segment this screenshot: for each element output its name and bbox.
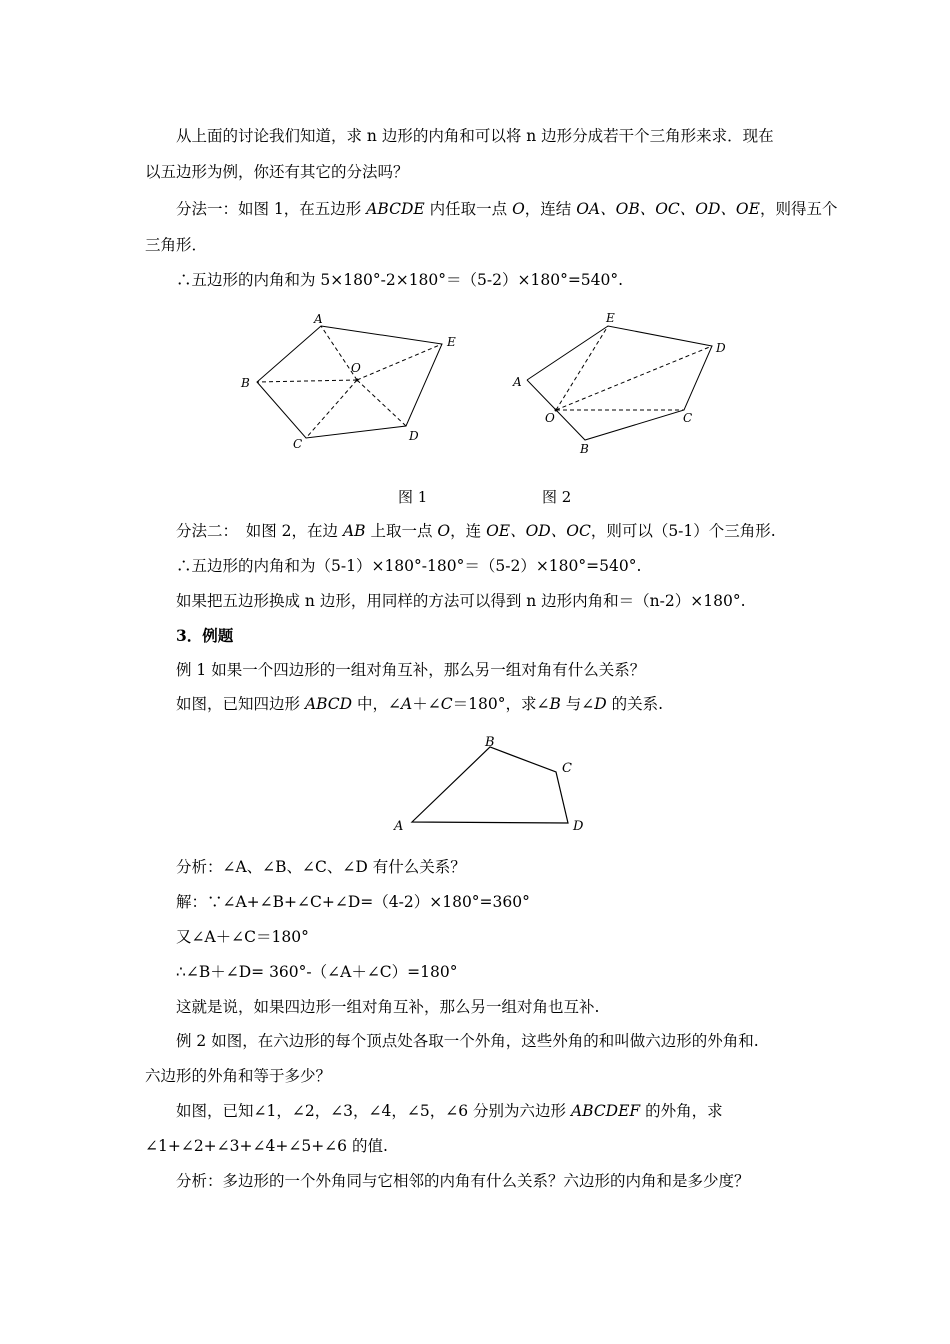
method1-point: O	[512, 200, 525, 218]
example2-given	[176, 1101, 723, 1121]
method2-general: 如果把五边形换成 n 边形，用同样的方法可以得到 n 边形内角和＝（n-2）×180°.	[176, 592, 746, 610]
example1-given-d: D	[594, 695, 607, 713]
example1-given-plus: ＋∠	[412, 695, 441, 713]
section-3-title: 3．例题	[176, 626, 234, 645]
fig2-label-d: D	[716, 341, 726, 355]
quad-label-c: C	[562, 761, 572, 776]
quad-label-b: B	[485, 735, 495, 750]
example1-given	[176, 694, 663, 714]
fig2-label-o: O	[545, 411, 555, 425]
fig1-segment-od	[357, 380, 406, 426]
fig1-segment-oe	[357, 344, 442, 380]
method1-mid: 内任取一点	[424, 200, 513, 218]
fig2-label-a: A	[513, 375, 522, 389]
fig1-segment-ob	[257, 380, 357, 382]
method1-segments: OA、OB、OC、OD、OE	[576, 200, 760, 218]
example2-given-prefix: 如图，已知∠1，∠2，∠3，∠4，∠5，∠6 分别为六边形	[176, 1102, 571, 1120]
method2-prefix: 分法二： 如图 2，在边	[176, 522, 343, 540]
method1-poly: ABCDE	[366, 200, 425, 218]
example1-given-end: 的关系.	[606, 695, 664, 713]
example2-given-poly: ABCDEF	[570, 1102, 641, 1120]
example1-given-prefix: 如图，已知四边形	[176, 695, 305, 713]
figure-2-pentagon	[510, 310, 750, 460]
example2-given-line-2: ∠1+∠2+∠3+∠4+∠5+∠6 的值.	[145, 1137, 388, 1155]
fig1-label-d: D	[409, 429, 419, 443]
example2-line-1: 例 2 如图，在六边形的每个顶点处各取一个外角，这些外角的和叫做六边形的外角和.	[176, 1032, 759, 1050]
example1-given-eq: ＝180°，求∠	[452, 695, 550, 713]
fig1-label-a: A	[314, 312, 323, 326]
figure-1-pentagon	[235, 310, 475, 460]
figure-quadrilateral-abcd	[390, 730, 610, 840]
method1-mid2: ，连结	[524, 200, 577, 218]
example1-analysis: 分析：∠A、∠B、∠C、∠D 有什么关系？	[176, 858, 466, 876]
fig1-label-o: O	[351, 361, 361, 375]
fig1-label-b: B	[241, 376, 250, 390]
method2-mid: 上取一点	[365, 522, 438, 540]
example2-given-suffix: 的外角，求	[640, 1102, 723, 1120]
example1-conclusion: 这就是说，如果四边形一组对角互补，那么另一组对角也互补.	[176, 998, 600, 1016]
quad-label-d: D	[573, 819, 584, 834]
example1-solution-2: 又∠A＋∠C＝180°	[176, 928, 309, 946]
example1-given-a: A	[401, 695, 413, 713]
method2-suffix: ，则可以（5-1）个三角形.	[590, 522, 776, 540]
method2-edge: AB	[342, 522, 366, 540]
method2-mid2: ，连	[450, 522, 487, 540]
fig2-label-c: C	[683, 411, 693, 425]
example1-given-b: B	[549, 695, 561, 713]
method1-suffix: ，则得五个	[759, 200, 838, 218]
example1-given-mid: 中，∠	[352, 695, 402, 713]
figure-2-caption: 图 2	[542, 488, 572, 506]
example1-given-poly: ABCD	[304, 695, 353, 713]
figure-1-caption: 图 1	[398, 488, 428, 506]
method2-line-1	[176, 521, 776, 541]
fig1-label-e: E	[447, 335, 456, 349]
intro-line-2: 以五边形为例，你还有其它的分法吗？	[145, 163, 409, 181]
example1-given-and: 与∠	[560, 695, 595, 713]
method2-point: O	[437, 522, 451, 540]
quadrilateral-outline	[412, 747, 568, 823]
fig2-label-e: E	[606, 311, 615, 325]
fig1-segment-oc	[306, 380, 357, 438]
example1-solution-1: 解：∵∠A+∠B+∠C+∠D=（4-2）×180°=360°	[176, 893, 530, 911]
example1-solution-3: ∴∠B＋∠D= 360°-（∠A＋∠C）=180°	[176, 963, 458, 981]
example1-given-c: C	[440, 695, 453, 713]
method1-line-2: 三角形．	[145, 236, 208, 254]
method1-line-1	[176, 199, 837, 219]
method1-prefix: 分法一：如图 1，在五边形	[176, 200, 367, 218]
example2-line-2: 六边形的外角和等于多少？	[145, 1067, 332, 1085]
fig2-label-b: B	[580, 442, 589, 456]
intro-line-1: 从上面的讨论我们知道，求 n 边形的内角和可以将 n 边形分成若干个三角形来求．现在	[176, 127, 774, 145]
fig1-pentagon-outline	[257, 326, 442, 438]
example2-analysis: 分析：多边形的一个外角同与它相邻的内角有什么关系？六边形的内角和是多少度？	[176, 1172, 750, 1190]
method1-result: ∴五边形的内角和为 5×180°-2×180°＝（5-2）×180°=540°.	[176, 271, 624, 289]
fig1-label-c: C	[293, 437, 303, 451]
method2-segments: OE、OD、OC	[486, 522, 591, 540]
fig2-segment-oe	[556, 326, 608, 410]
example1-question: 例 1 如果一个四边形的一组对角互补，那么另一组对角有什么关系？	[176, 661, 646, 679]
method2-result: ∴五边形的内角和为（5-1）×180°-180°＝（5-2）×180°=540°.	[176, 557, 642, 575]
quad-label-a: A	[394, 819, 404, 834]
